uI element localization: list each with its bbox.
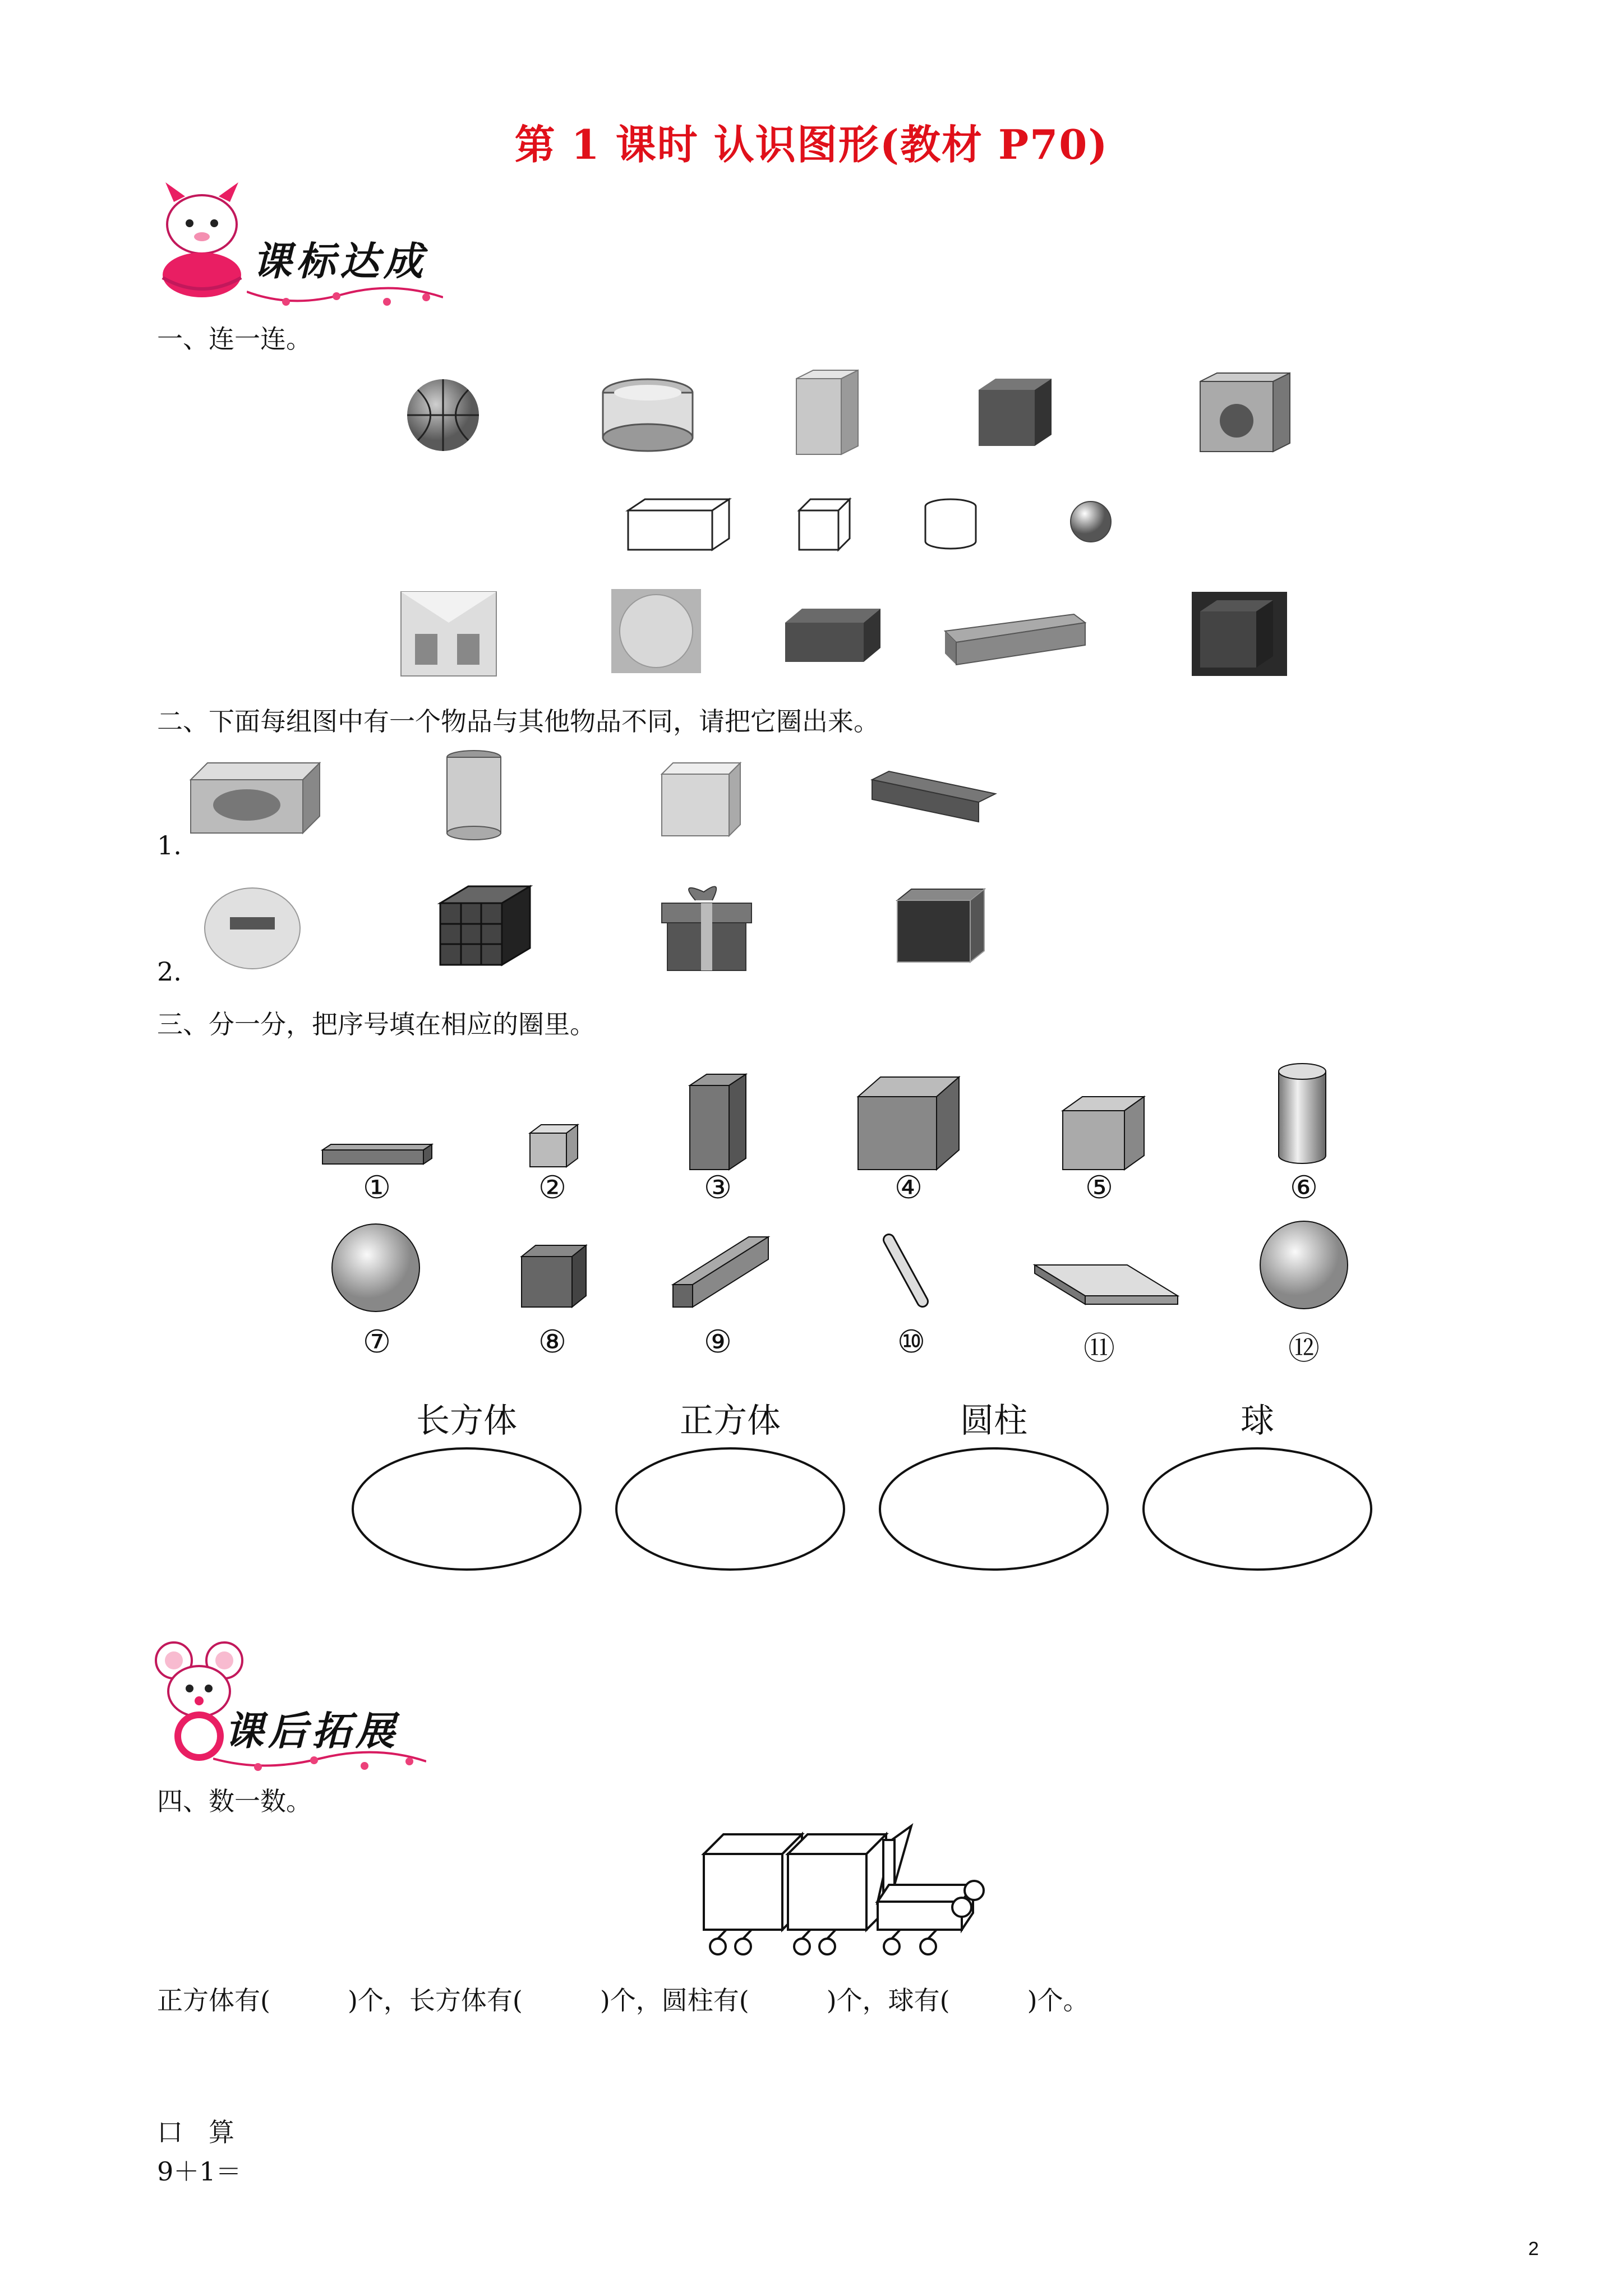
answer-ovals — [348, 1442, 1413, 1582]
shape-number-5: ⑤ — [1085, 1170, 1114, 1206]
sphere-shape — [1068, 499, 1119, 550]
ball-photo-image — [611, 589, 701, 679]
decorative-vine — [247, 280, 443, 314]
tall-box-image — [791, 367, 864, 457]
thin-bar-shape — [320, 1142, 437, 1170]
group-1-label: 1. — [157, 830, 182, 861]
shape-number-3: ③ — [703, 1170, 732, 1206]
category-cube-label: 正方体 — [680, 1401, 781, 1441]
large-cube-shape — [855, 1074, 967, 1175]
section3-heading: 三、分一分，把序号填在相应的圈里。 — [157, 1009, 596, 1039]
basketball-image — [404, 376, 482, 454]
grid-box-image — [895, 886, 990, 965]
tea-can-image — [443, 749, 505, 844]
large-sphere-shape — [328, 1220, 423, 1315]
soap-box-image — [188, 757, 322, 836]
answer-oval-cylinder[interactable] — [880, 1448, 1108, 1570]
category-cuboid-label: 长方体 — [416, 1401, 517, 1441]
decorative-vine-2 — [213, 1745, 426, 1778]
stick-shape — [880, 1234, 937, 1313]
section4-heading: 四、数一数。 — [157, 1786, 312, 1816]
kodak-box-image — [398, 589, 499, 679]
shape-number-9: ⑨ — [703, 1324, 732, 1360]
toothpaste-box-image — [942, 603, 1088, 670]
section2-heading: 二、下面每组图中有一个物品与其他物品不同，请把它圈出来。 — [157, 706, 879, 737]
banner-kehou — [151, 1638, 443, 1773]
section1-heading: 一、连一连。 — [157, 324, 312, 354]
goat-mascot-icon — [151, 180, 252, 303]
shape-number-6: ⑥ — [1289, 1170, 1318, 1206]
cylinder-shape — [1276, 1060, 1332, 1172]
shape-number-7: ⑦ — [362, 1324, 391, 1360]
cuboid-outline-shape — [625, 496, 732, 553]
shape-number-12: ⑫ — [1288, 1331, 1320, 1367]
brick-image — [782, 603, 883, 665]
answer-oval-cube[interactable] — [616, 1448, 844, 1570]
category-sphere-label: 球 — [1241, 1401, 1274, 1441]
small-cube-shape — [527, 1122, 583, 1172]
flat-board-shape — [1032, 1262, 1183, 1313]
medium-cube-shape — [1060, 1094, 1150, 1172]
page-number: 2 — [1528, 2238, 1539, 2260]
dark-small-cube-shape — [519, 1243, 592, 1310]
category-cylinder-label: 圆柱 — [960, 1401, 1027, 1441]
banner-title: 课标达成 — [252, 238, 427, 284]
sphere-shape-2 — [1256, 1217, 1352, 1313]
cube-outline-shape — [796, 496, 852, 553]
oral-heading: 口 算 — [157, 2117, 234, 2147]
long-box-image — [869, 763, 998, 830]
gift-box-image — [656, 878, 757, 973]
shape-number-4: ④ — [894, 1170, 923, 1206]
page-title: 第 1 课时 认识图形(教材 P70) — [514, 121, 1109, 168]
shape-number-1: ① — [362, 1170, 391, 1206]
count-question: 正方体有( )个，长方体有( )个，圆柱有( )个，球有( )个。 — [157, 1985, 1089, 2016]
train-figure — [693, 1812, 1007, 1969]
canned-food-image — [600, 376, 695, 454]
shape-number-8: ⑧ — [538, 1324, 567, 1360]
shape-number-11: ⑪ — [1083, 1331, 1115, 1367]
medicine-box-image — [659, 760, 743, 839]
shape-number-2: ② — [538, 1170, 567, 1206]
tall-cuboid-shape — [687, 1071, 754, 1172]
answer-oval-sphere[interactable] — [1144, 1448, 1371, 1570]
answer-oval-cuboid[interactable] — [353, 1448, 580, 1570]
oral-problem: 9＋1＝ — [157, 2156, 242, 2187]
product-box-image — [1195, 370, 1295, 454]
dark-box-image — [1189, 589, 1290, 679]
slanted-bar-shape — [670, 1234, 777, 1313]
rubiks-cube-image — [435, 881, 536, 970]
pingpong-ball-image — [202, 886, 303, 970]
dark-cube-image — [976, 376, 1054, 449]
banner-kebiao — [151, 180, 443, 314]
group-2-label: 2. — [157, 956, 182, 987]
cylinder-outline-shape — [923, 496, 979, 553]
shape-number-10: ⑩ — [897, 1324, 926, 1360]
banner-title-2: 课后拓展 — [224, 1708, 399, 1754]
